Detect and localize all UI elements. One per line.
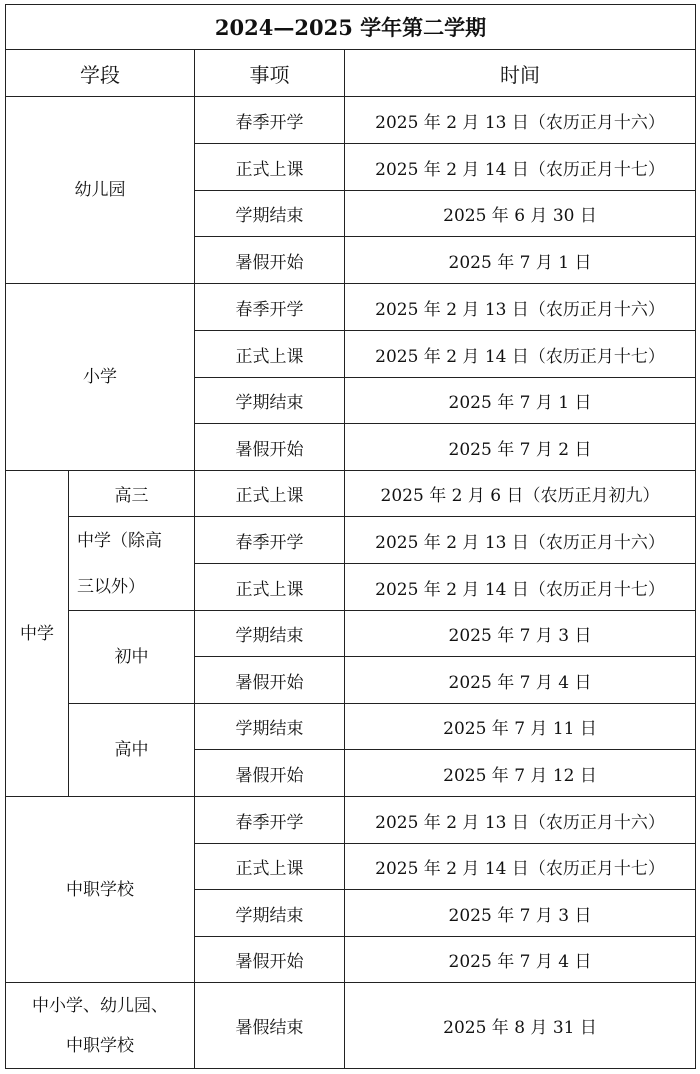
event-date: 2025 年 2 月 13 日（农历正月十六） [345, 284, 696, 331]
event-name: 学期结束 [195, 704, 345, 750]
event-name: 正式上课 [195, 144, 345, 191]
segment-middle-school: 中学 [6, 471, 69, 797]
event-date: 2025 年 7 月 12 日 [345, 750, 696, 797]
segment-kindergarten: 幼儿园 [6, 97, 195, 284]
event-name: 正式上课 [195, 331, 345, 378]
event-date: 2025 年 2 月 14 日（农历正月十七） [345, 331, 696, 378]
event-date: 2025 年 7 月 3 日 [345, 890, 696, 937]
event-date: 2025 年 7 月 3 日 [345, 611, 696, 657]
event-date: 2025 年 7 月 11 日 [345, 704, 696, 750]
event-date: 2025 年 7 月 1 日 [345, 237, 696, 284]
segment-all-label-line2: 中职学校 [66, 1035, 134, 1056]
subsegment-label-line1: 中学（除高 [77, 530, 162, 551]
segment-all-schools [6, 983, 195, 1069]
event-name: 暑假开始 [195, 237, 345, 284]
event-name: 春季开学 [195, 97, 345, 144]
event-name: 正式上课 [195, 844, 345, 890]
event-date: 2025 年 2 月 6 日（农历正月初九） [345, 471, 696, 517]
table-title: 2024—2025 学年第二学期 [6, 5, 696, 50]
event-date: 2025 年 2 月 14 日（农历正月十七） [345, 844, 696, 890]
event-name: 暑假开始 [195, 937, 345, 983]
event-name: 学期结束 [195, 191, 345, 237]
subsegment-senior3: 高三 [69, 471, 195, 517]
subsegment-junior: 初中 [69, 611, 195, 704]
event-date: 2025 年 7 月 4 日 [345, 937, 696, 983]
subsegment-middle-others [69, 517, 195, 611]
event-name: 暑假开始 [195, 750, 345, 797]
event-name: 暑假开始 [195, 657, 345, 704]
event-date: 2025 年 2 月 13 日（农历正月十六） [345, 97, 696, 144]
header-time: 时间 [345, 50, 696, 97]
event-name: 春季开学 [195, 284, 345, 331]
event-date: 2025 年 7 月 4 日 [345, 657, 696, 704]
event-date: 2025 年 7 月 2 日 [345, 424, 696, 471]
event-date: 2025 年 2 月 13 日（农历正月十六） [345, 797, 696, 844]
event-name: 学期结束 [195, 890, 345, 937]
subsegment-senior: 高中 [69, 704, 195, 797]
event-name: 正式上课 [195, 471, 345, 517]
event-name: 正式上课 [195, 564, 345, 611]
event-date: 2025 年 2 月 14 日（农历正月十七） [345, 144, 696, 191]
event-name: 春季开学 [195, 517, 345, 564]
segment-all-label-line1: 中小学、幼儿园、 [32, 995, 168, 1016]
event-name: 学期结束 [195, 378, 345, 424]
header-segment: 学段 [6, 50, 195, 97]
segment-primary: 小学 [6, 284, 195, 471]
event-date: 2025 年 2 月 13 日（农历正月十六） [345, 517, 696, 564]
subsegment-label-line2: 三以外） [77, 576, 145, 597]
event-date: 2025 年 6 月 30 日 [345, 191, 696, 237]
event-date: 2025 年 2 月 14 日（农历正月十七） [345, 564, 696, 611]
event-date: 2025 年 7 月 1 日 [345, 378, 696, 424]
segment-vocational: 中职学校 [6, 797, 195, 983]
event-name: 暑假开始 [195, 424, 345, 471]
header-item: 事项 [195, 50, 345, 97]
event-name: 暑假结束 [195, 983, 345, 1069]
event-name: 春季开学 [195, 797, 345, 844]
event-date: 2025 年 8 月 31 日 [345, 983, 696, 1069]
event-name: 学期结束 [195, 611, 345, 657]
school-calendar-table [5, 4, 696, 1069]
